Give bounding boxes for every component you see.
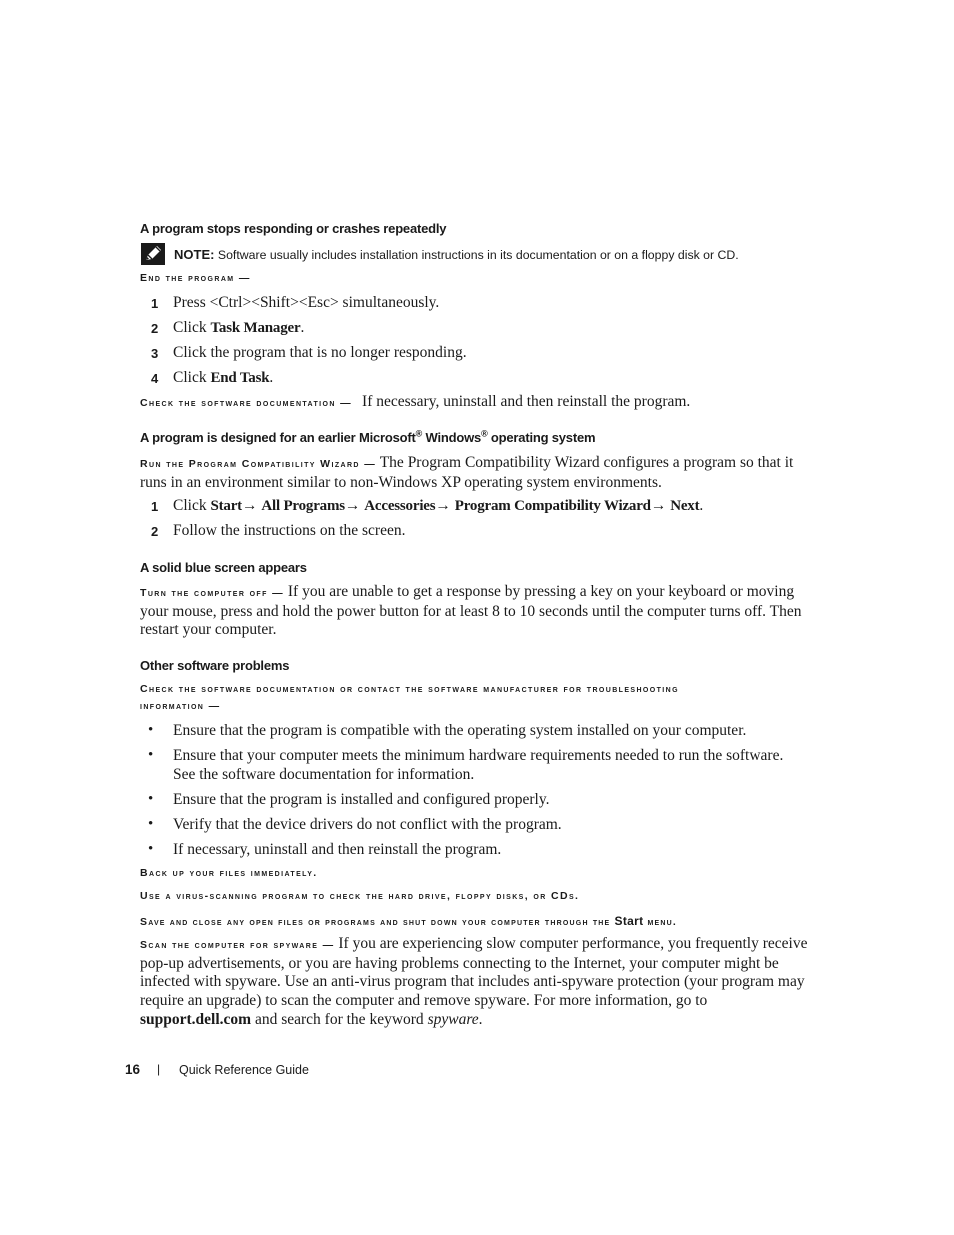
scan-spyware-end: . bbox=[478, 1010, 483, 1028]
check-contact-heading-cont: information — bbox=[140, 700, 221, 712]
ui-end-task: End Task bbox=[210, 370, 270, 386]
list-item-continued: See the software documentation for information. bbox=[173, 766, 475, 783]
heading-other-software-problems: Other software problems bbox=[140, 658, 290, 673]
save-close-prefix: Save and close any open files or programs and shut down your computer through the bbox=[140, 916, 615, 928]
arrow-icon: → bbox=[344, 497, 361, 514]
step-number: 2 bbox=[151, 524, 159, 539]
bullet-icon: • bbox=[148, 841, 154, 857]
run-wizard-text: The Program Compatibility Wizard configures a program so that it runs in an environment similar to non-Windows XP operating system environments. bbox=[140, 454, 794, 491]
arrow-icon: → bbox=[650, 497, 667, 514]
backup-heading: Back up your files immediately. bbox=[140, 867, 318, 879]
heading-part: Windows bbox=[422, 430, 482, 445]
registered-mark: ® bbox=[415, 428, 423, 439]
step-number: 4 bbox=[151, 371, 159, 386]
page-number: 16 bbox=[125, 1062, 141, 1077]
ui-start: Start bbox=[210, 498, 242, 514]
step-text: Follow the instructions on the screen. bbox=[173, 522, 406, 539]
scan-spyware-heading: Scan the computer for spyware — bbox=[140, 939, 335, 951]
note-label: NOTE: bbox=[174, 247, 215, 262]
note bbox=[174, 247, 739, 262]
step-number: 2 bbox=[151, 321, 159, 336]
heading-earlier-windows bbox=[140, 430, 595, 445]
heading-blue-screen: A solid blue screen appears bbox=[140, 560, 307, 575]
step-text: Click the program that is no longer responding. bbox=[173, 344, 467, 361]
step-suffix: . bbox=[269, 369, 274, 386]
arrow-icon: → bbox=[435, 497, 451, 514]
note-pencil-icon bbox=[141, 243, 165, 265]
scan-spyware-mid: and search for the keyword bbox=[251, 1010, 428, 1028]
list-item: Ensure that the program is installed and configured properly. bbox=[173, 791, 550, 808]
ui-accessories: Accessories bbox=[364, 498, 436, 514]
bullet-icon: • bbox=[148, 816, 154, 832]
step-text: Press <Ctrl><Shift><Esc> simultaneously. bbox=[173, 294, 440, 311]
list-item: If necessary, uninstall and then reinstall the program. bbox=[173, 841, 502, 858]
check-documentation-text: If necessary, uninstall and then reinstall the program. bbox=[362, 393, 691, 410]
save-close-heading bbox=[140, 914, 677, 928]
step-number: 1 bbox=[151, 499, 159, 514]
registered-mark: ® bbox=[481, 428, 488, 439]
scan-for-spyware bbox=[140, 935, 812, 1030]
list-item: Ensure that your computer meets the minimum hardware requirements needed to run the software. bbox=[173, 747, 784, 764]
support-link[interactable]: support.dell.com bbox=[140, 1010, 252, 1028]
list-item: Verify that the device drivers do not conflict with the program. bbox=[173, 816, 562, 833]
step-text bbox=[173, 497, 703, 515]
list-item: Ensure that the program is compatible with the operating system installed on your computer. bbox=[173, 722, 747, 739]
end-program-heading: End the program — bbox=[140, 272, 251, 284]
step-prefix: Click bbox=[173, 319, 211, 336]
step-number: 3 bbox=[151, 346, 159, 361]
footer-guide-title: Quick Reference Guide bbox=[179, 1063, 309, 1077]
turn-off-heading: Turn the computer off — bbox=[140, 587, 284, 599]
virus-scan-heading: Use a virus-scanning program to check the hard drive, floppy disks, or CDs. bbox=[140, 890, 580, 902]
step-suffix: . bbox=[300, 319, 305, 336]
turn-computer-off bbox=[140, 583, 812, 640]
ui-next: Next bbox=[670, 498, 700, 514]
run-wizard-heading: Run the Program Compatibility Wizard — bbox=[140, 458, 377, 470]
bullet-icon: • bbox=[148, 791, 154, 807]
step-prefix: Click bbox=[173, 497, 211, 514]
check-documentation bbox=[140, 393, 690, 411]
bullet-icon: • bbox=[148, 722, 154, 738]
bullet-icon: • bbox=[148, 747, 154, 763]
check-contact-heading: Check the software documentation or contact the software manufacturer for troubleshooting bbox=[140, 683, 679, 695]
step-text bbox=[173, 369, 273, 387]
turn-off-text: If you are unable to get a response by pressing a key on your keyboard or moving your mouse, press and hold the power button for at least 8 to 10 seconds until the computer turns off. Then restart your computer. bbox=[140, 583, 802, 639]
ui-all-programs: All Programs bbox=[261, 498, 345, 514]
arrow-icon: → bbox=[241, 497, 258, 514]
save-close-suffix: menu. bbox=[643, 916, 678, 928]
run-compatibility-wizard bbox=[140, 454, 812, 492]
step-suffix: . bbox=[699, 497, 704, 514]
step-prefix: Click bbox=[173, 369, 211, 386]
check-documentation-heading: Check the software documentation — bbox=[140, 397, 353, 409]
scan-spyware-text: If you are experiencing slow computer performance, you frequently receive pop-up advertisements, or you are having problems connecting to the Internet, your computer might be infected with spyware. Use an anti-virus program that includes anti-spyware protection (your program may require an upgrade) to scan the computer and remove spyware. For more information, go to bbox=[140, 935, 808, 1010]
step-text bbox=[173, 319, 304, 337]
ui-start-menu: Start bbox=[614, 914, 644, 928]
note-text: Software usually includes installation instructions in its documentation or on a floppy disk or CD. bbox=[217, 248, 739, 262]
step-number: 1 bbox=[151, 296, 159, 311]
heading-part: operating system bbox=[487, 430, 596, 445]
heading-program-stops-responding: A program stops responding or crashes repeatedly bbox=[140, 221, 447, 236]
ui-task-manager: Task Manager bbox=[210, 320, 301, 336]
spyware-keyword: spyware bbox=[427, 1010, 479, 1028]
ui-program-compatibility-wizard: Program Compatibility Wizard bbox=[454, 498, 651, 514]
footer-separator: | bbox=[157, 1062, 161, 1076]
heading-part: A program is designed for an earlier Microsoft bbox=[140, 430, 416, 445]
